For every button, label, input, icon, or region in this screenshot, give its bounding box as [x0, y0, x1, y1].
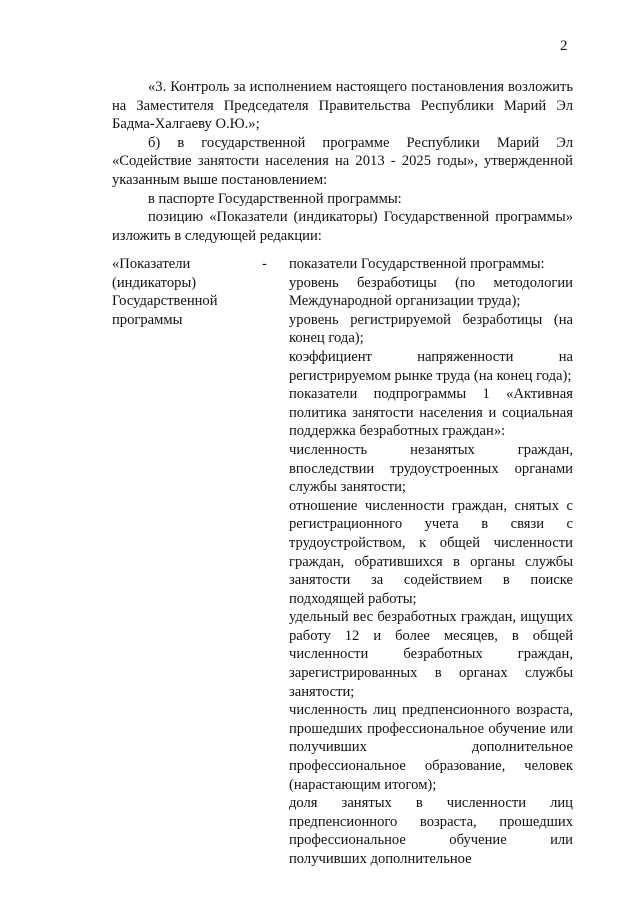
- indicator-item: уровень регистрируемой безработицы (на конец года);: [289, 311, 573, 347]
- indicator-item: уровень безработицы (по методологии Международной организации труда);: [289, 274, 573, 310]
- indicator-item: удельный вес безработных граждан, ищущих работу 12 и более месяцев, в общей численности безработных граждан, зарегистрированных в органах службы занятости;: [289, 609, 573, 700]
- table-right-column: [289, 255, 573, 869]
- intro-paragraph-1: «3. Контроль за исполнением настоящего постановления возложить на Заместителя Председателя Правительства Республики Марий Эл Бадма-Халгаеву О.Ю.»;: [112, 79, 573, 133]
- indicator-item: численность лиц предпенсионного возраста, прошедших профессиональное обучение или получивших дополнительное профессиональное образование, человек (нарастающим итогом);: [289, 702, 573, 793]
- indicator-item: показатели подпрограммы 1 «Активная политика занятости населения и социальная поддержка безработных граждан»:: [289, 386, 573, 440]
- indicator-item: численность незанятых граждан, впоследствии трудоустроенных органами службы занятости;: [289, 441, 573, 496]
- intro-section: [112, 78, 573, 245]
- table-dash: -: [262, 256, 267, 272]
- intro-paragraph-2: б) в государственной программе Республики Марий Эл «Содействие занятости населения на 2013 - 2025 годы», утвержденной указанным выше постановлением:: [112, 134, 573, 188]
- page-number: 2: [560, 38, 568, 54]
- table-left-label: «Показатели (индикаторы) Государственной программы: [112, 256, 218, 328]
- indicator-item: показатели Государственной программы:: [289, 256, 545, 272]
- intro-paragraph-4: позицию «Показатели (индикаторы) Государственной программы» изложить в следующей редакции:: [112, 209, 573, 244]
- intro-paragraph-3: в паспорте Государственной программы:: [148, 190, 402, 207]
- indicator-item: доля занятых в численности лиц предпенсионного возраста, прошедших профессиональное обучение или получивших дополнительное: [289, 795, 573, 867]
- indicator-item: отношение численности граждан, снятых с регистрационного учета в связи с трудоустройством, к общей численности граждан, обратившихся в органы службы занятости за содействием в поиске подходящей работы;: [289, 497, 573, 607]
- indicator-item: коэффициент напряженности на регистрируемом рынке труда (на конец года);: [289, 348, 573, 384]
